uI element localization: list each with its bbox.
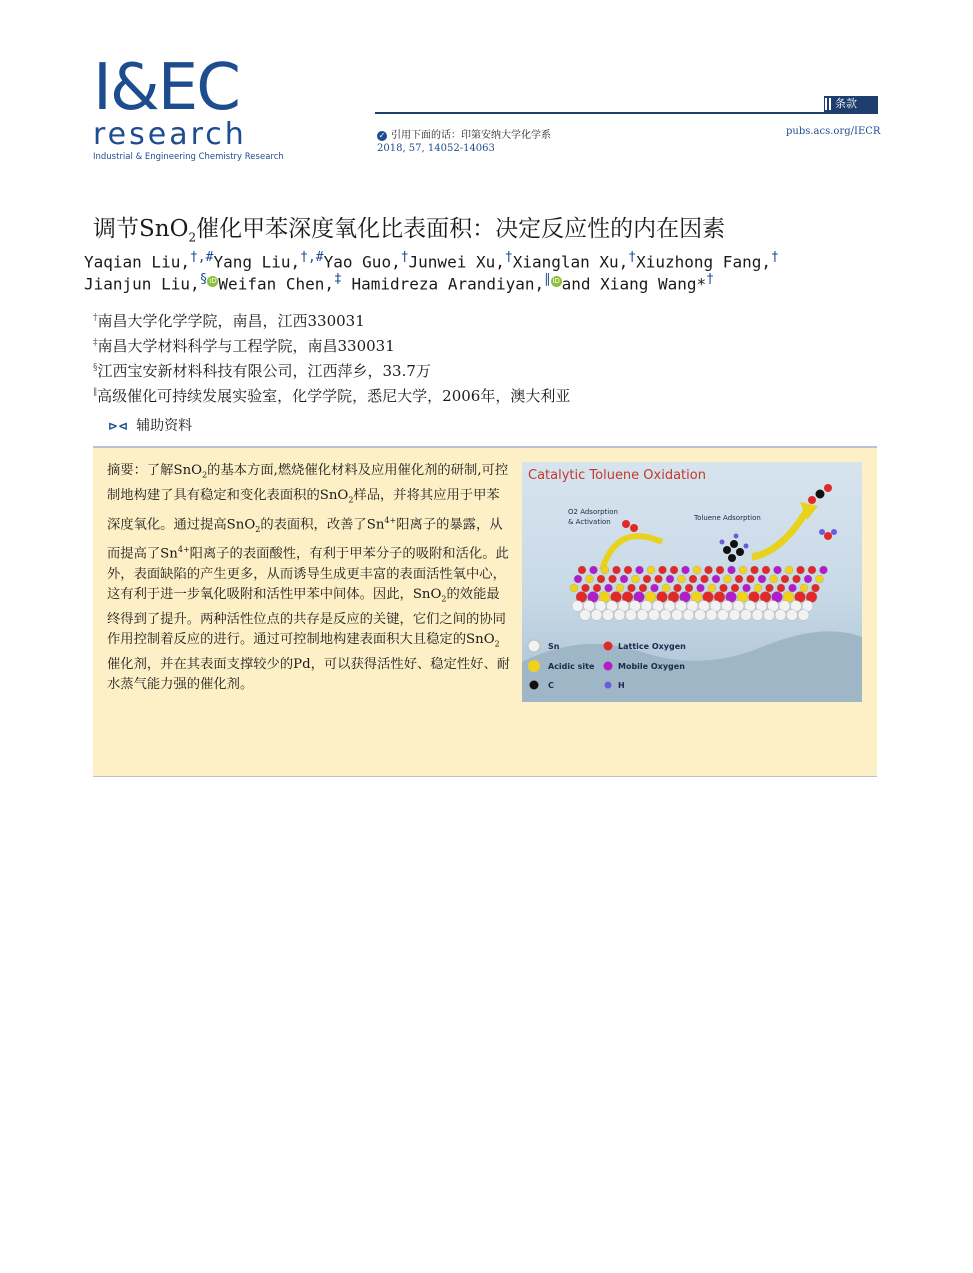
lattice-atom	[766, 584, 774, 592]
orcid-icon[interactable]: iD	[552, 277, 560, 285]
toc-product-atom	[816, 490, 825, 499]
abstract-sub: 2	[348, 495, 354, 505]
supporting-info-icon: ⊳⊲	[108, 419, 129, 433]
abstract-sub: 2	[202, 470, 208, 480]
lattice-atom	[632, 575, 640, 583]
tag-bar-icon	[829, 98, 831, 110]
lattice-atom	[605, 584, 613, 592]
logo-main: I&EC	[93, 51, 239, 125]
abstract-seg: 阳离子的暴露，从而提高了Sn	[107, 517, 503, 562]
tag-bar-icon	[825, 98, 827, 110]
lattice-atom	[706, 610, 717, 621]
legend-label: Lattice Oxygen	[618, 642, 686, 651]
affiliation	[93, 385, 570, 406]
lattice-atom	[743, 584, 751, 592]
lattice-atom	[636, 566, 644, 574]
lattice-atom	[777, 584, 785, 592]
lattice-atom	[797, 566, 805, 574]
lattice-atom	[718, 610, 729, 621]
lattice-atom	[643, 575, 651, 583]
legend-label: Acidic site	[548, 662, 595, 671]
toc-arrow	[602, 536, 662, 570]
lattice-atom	[597, 575, 605, 583]
lattice-atom	[754, 584, 762, 592]
lattice-atom	[620, 575, 628, 583]
lattice-atom	[731, 584, 739, 592]
legend-swatch	[605, 682, 612, 689]
affiliation-text: 高级催化可持续发展实验室，化学学院，悉尼大学，2006年，澳大利亚	[97, 387, 571, 405]
title-post: 催化甲苯深度氧化比表面积：决定反应性的内在因素	[196, 216, 726, 242]
abstract-sub: 2	[494, 639, 500, 649]
legend-label: Sn	[548, 642, 560, 651]
lattice-atom	[729, 610, 740, 621]
author-mark: †	[770, 250, 779, 265]
toc-title: Catalytic Toluene Oxidation	[528, 468, 706, 483]
lattice-atom	[591, 610, 602, 621]
logo-research: research	[93, 117, 247, 152]
toc-product-atom	[824, 484, 832, 492]
affiliation-text: 江西宝安新材料科技有限公司，江西萍乡，33.7万	[97, 362, 431, 380]
toc-toluene-atom	[728, 554, 736, 562]
lattice-atom	[697, 584, 705, 592]
abstract-seg: 摘要：了解SnO	[107, 463, 203, 478]
legend-label: C	[548, 681, 554, 690]
lattice-atom	[752, 610, 763, 621]
journal-url[interactable]: pubs.acs.org/IECR	[786, 126, 881, 137]
lattice-atom	[672, 610, 683, 621]
affiliation-text: 南昌大学化学学院，南昌，江西330031	[97, 312, 365, 330]
legend-swatch	[528, 640, 540, 652]
legend-swatch	[604, 662, 613, 671]
toc-product-atom	[819, 529, 825, 535]
toc-label-o2: O2 Adsorption	[568, 508, 618, 516]
toc-toluene-atom	[744, 544, 749, 549]
abstract-seg: 催化剂，并在其表面支撑较少的Pd，可以获得活性好、稳定性好、耐水蒸气能力强的催化剂。	[107, 656, 511, 692]
article-type-tag	[824, 96, 878, 112]
abstract-seg: 的表面积，改善了Sn	[260, 517, 385, 533]
abstract-text	[107, 461, 511, 695]
lattice-atom	[639, 584, 647, 592]
toc-product-atom	[824, 532, 832, 540]
affiliation-mark: ‡	[93, 338, 98, 348]
lattice-atom	[578, 566, 586, 574]
journal-logo	[93, 51, 284, 176]
lattice-atom	[570, 584, 578, 592]
affiliation-mark: †	[93, 313, 98, 323]
supporting-info-label: 辅助资料	[136, 418, 193, 434]
title-sub: 2	[188, 230, 197, 245]
lattice-atom	[637, 610, 648, 621]
lattice-atom	[816, 575, 824, 583]
lattice-atom	[659, 566, 667, 574]
author[interactable]: Weifan Chen,	[218, 274, 335, 294]
lattice-atom	[739, 566, 747, 574]
toc-toluene-atom	[734, 534, 739, 539]
lattice-atom	[724, 575, 732, 583]
author-mark: †	[504, 250, 513, 265]
lattice-atom	[572, 601, 583, 612]
lattice-atom	[674, 584, 682, 592]
lattice-atom	[693, 566, 701, 574]
lattice-atom	[774, 566, 782, 574]
abstract-seg: 的基本方面,燃烧催化材料及应用催化剂的研制,可控制地构建了具有稳定和变化表面积的SnO	[107, 463, 509, 503]
lattice-atom	[735, 575, 743, 583]
author-mark: ‡	[334, 272, 342, 287]
lattice-atom	[758, 575, 766, 583]
toc-arrow	[752, 510, 807, 557]
lattice-atom	[682, 566, 690, 574]
affiliation-mark: §	[93, 363, 98, 373]
lattice-atom	[712, 575, 720, 583]
author[interactable]: Xianglan Xu,	[512, 252, 629, 272]
lattice-atom	[747, 575, 755, 583]
affiliation	[93, 335, 395, 356]
lattice-atom	[785, 566, 793, 574]
authors-line-2	[84, 272, 714, 293]
lattice-atom	[655, 575, 663, 583]
lattice-atom	[720, 584, 728, 592]
toc-graphic	[522, 462, 862, 702]
lattice-atom	[666, 575, 674, 583]
author[interactable]: Yaqian Liu,	[84, 252, 190, 272]
abstract-sup: 4+	[384, 515, 397, 525]
lattice-atom	[689, 575, 697, 583]
lattice-atom	[751, 566, 759, 574]
author-mark: ∥	[544, 272, 551, 287]
toc-label-toluene: Toluene Adsorption	[694, 514, 761, 522]
lattice-atom	[762, 566, 770, 574]
lattice-atom	[647, 566, 655, 574]
toc-o2-atom	[630, 524, 638, 532]
abstract-sup: 4+	[177, 545, 190, 554]
lattice-atom	[812, 584, 820, 592]
lattice-atom	[728, 566, 736, 574]
article-title	[93, 210, 725, 245]
lattice-atom	[804, 575, 812, 583]
toc-toluene-atom	[723, 546, 731, 554]
legend-swatch	[604, 642, 613, 651]
lattice-atom	[685, 584, 693, 592]
affiliation	[93, 310, 365, 331]
author-mark: †,#	[189, 250, 214, 265]
lattice-atom	[616, 584, 624, 592]
lattice-atom	[708, 584, 716, 592]
author-mark: †	[628, 250, 637, 265]
header-rule	[375, 112, 878, 114]
toc-o2-atom	[622, 520, 630, 528]
author[interactable]: Hamidreza Arandiyan,	[351, 274, 545, 294]
lattice-atom	[808, 566, 816, 574]
lattice-atom	[820, 566, 828, 574]
supporting-info-link[interactable]	[108, 415, 192, 435]
authors-line-1	[84, 250, 779, 271]
lattice-atom	[793, 575, 801, 583]
toc-toluene-atom	[736, 548, 744, 556]
abstract-sub: 2	[255, 524, 261, 534]
title-pre: 调节SnO	[93, 216, 189, 242]
lattice-atom	[787, 610, 798, 621]
author[interactable]: Jianjun Liu,	[84, 274, 200, 294]
lattice-atom	[798, 610, 809, 621]
toc-product-atom	[808, 496, 816, 504]
lattice-atom	[660, 610, 671, 621]
lattice-atom	[580, 610, 591, 621]
lattice-atom	[789, 584, 797, 592]
lattice-atom	[624, 566, 632, 574]
legend-label: Mobile Oxygen	[618, 662, 685, 671]
toc-toluene-atom	[720, 540, 725, 545]
legend-swatch	[530, 681, 539, 690]
lattice-atom	[705, 566, 713, 574]
lattice-atom	[628, 584, 636, 592]
abstract-seg: 阳离子的表面酸性，有利于甲苯分子的吸附和活化。此外，表面缺陷的产生更多，从而诱导生成更丰富的表面活性氧中心，这有利于进一步氧化吸附和活性甲苯中间体。因此，SnO	[107, 546, 509, 602]
cite-line[interactable]	[377, 126, 551, 141]
author[interactable]: Yao Guo,	[323, 252, 401, 272]
check-icon: ✓	[378, 131, 386, 140]
toc-toluene-atom	[730, 540, 738, 548]
lattice-atom	[601, 566, 609, 574]
lattice-atom	[775, 610, 786, 621]
lattice-atom	[613, 566, 621, 574]
lattice-atom	[651, 584, 659, 592]
lattice-atom	[662, 584, 670, 592]
orcid-icon[interactable]: iD	[209, 277, 217, 285]
legend-label: H	[618, 681, 625, 690]
lattice-atom	[741, 610, 752, 621]
cite-label: 引用下面的话：印第安纳大学化学系	[391, 130, 551, 141]
author[interactable]: and Xiang Wang*	[561, 274, 707, 294]
lattice-atom	[590, 566, 598, 574]
lattice-atom	[614, 610, 625, 621]
toc-product-atom	[831, 529, 837, 535]
affiliation	[93, 360, 431, 381]
cite-ref[interactable]: 2018, 57, 14052-14063	[377, 143, 495, 154]
lattice-atom	[574, 575, 582, 583]
lattice-atom	[649, 610, 660, 621]
lattice-atom	[626, 610, 637, 621]
lattice-atom	[586, 575, 594, 583]
article-type-label: 条款	[835, 97, 857, 110]
affiliation-text: 南昌大学材料科学与工程学院，南昌330031	[97, 337, 395, 355]
lattice-atom	[781, 575, 789, 583]
lattice-atom	[582, 584, 590, 592]
abstract-seg: 样品，并将其应用于甲苯深度氧化。通过提高SnO	[107, 487, 500, 533]
lattice-atom	[683, 610, 694, 621]
lattice-atom	[603, 610, 614, 621]
author[interactable]: Junwei Xu,	[408, 252, 505, 272]
author[interactable]: Xiuzhong Fang,	[636, 252, 771, 272]
lattice-atom	[695, 610, 706, 621]
toc-label-o2-2: & Activation	[568, 518, 611, 526]
lattice-atom	[609, 575, 617, 583]
lattice-atom	[678, 575, 686, 583]
author-mark: §	[199, 272, 208, 287]
lattice-atom	[800, 584, 808, 592]
author-mark: †,#	[300, 250, 324, 265]
lattice-atom	[716, 566, 724, 574]
author-mark: †	[706, 272, 714, 287]
abstract-sub: 2	[441, 594, 447, 604]
lattice-atom	[593, 584, 601, 592]
lattice-atom	[670, 566, 678, 574]
lattice-atom	[701, 575, 709, 583]
logo-tagline: Industrial & Engineering Chemistry Research	[93, 152, 284, 162]
lattice-atom	[770, 575, 778, 583]
abstract-seg: 的效能最终得到了提升。两种活性位点的共存是反应的关键，它们之间的协同作用控制着反应的进行。通过可控制地构建表面积大且稳定的SnO	[107, 586, 506, 647]
author-mark: †	[400, 250, 409, 265]
lattice-atom	[764, 610, 775, 621]
affiliation-mark: ∥	[93, 388, 98, 398]
toc-lattice	[570, 566, 828, 621]
author[interactable]: Yang Liu,	[213, 252, 301, 272]
legend-swatch	[528, 660, 540, 672]
